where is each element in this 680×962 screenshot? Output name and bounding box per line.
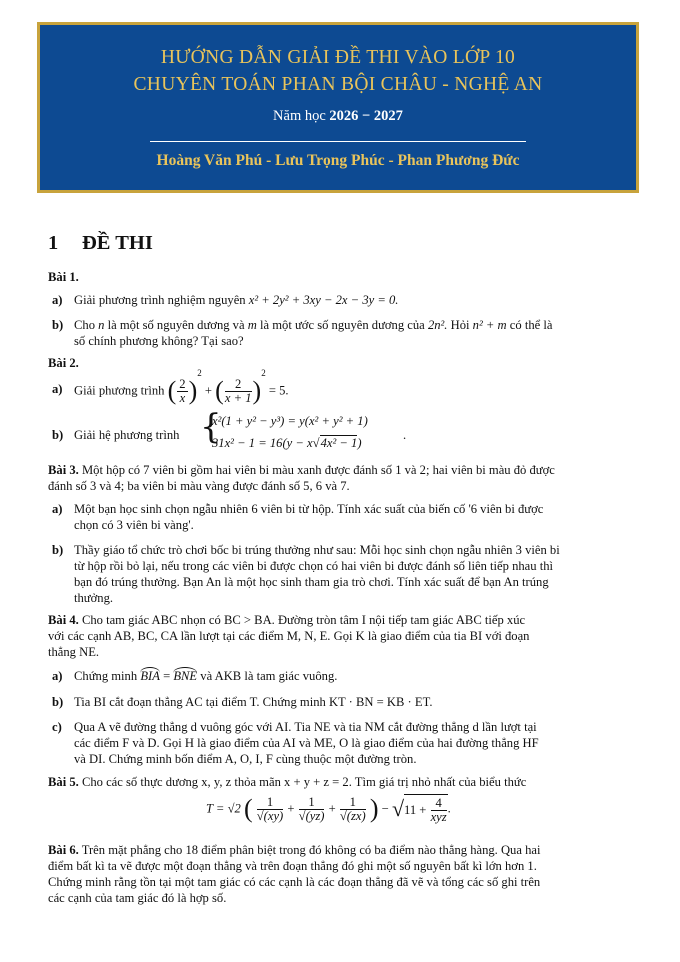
title-line-2: CHUYÊN TOÁN PHAN BỘI CHÂU - NGHỆ AN (133, 74, 543, 95)
system-brace: { (200, 407, 222, 447)
school-year (40, 108, 636, 125)
fraction (340, 796, 366, 823)
title-banner (37, 22, 639, 193)
banner-divider (150, 141, 526, 142)
system-equation-2: 31x² − 1 = 16(y − x√4x² − 1) (212, 436, 362, 450)
problem-6-line-2: điểm bất kì ta vẽ được một đoạn thẳng và trên đoạn thẳng đó ghi một số nguyên bất kì lớn hơn 1. (48, 859, 537, 873)
text-span: và AKB là tam giác vuông. (200, 669, 338, 683)
authors: Hoàng Văn Phú - Lưu Trọng Phúc - Phan Phương Đức (156, 152, 520, 169)
problem-2b-label: b) (52, 428, 64, 442)
expr-part: 11 + (404, 803, 427, 817)
problem-1a-text (74, 293, 398, 308)
problem-1b-line-2: số chính phương không? Tại sao? (74, 334, 244, 348)
denominator: √(zx) (339, 808, 366, 823)
problem-5-expression: T = √2 ( $\frac{1}{√(xy)}$ + $\frac{1}{√(yz)}$ + $\frac{1}{√(zx)}$ ) − √11 + $\frac{4}{\text{xyz}}$ . (206, 794, 451, 824)
problem-2a-equation: Giải phương trình ( $\frac{2}{x}$ )$^2$ + ( $\frac{2}{x + 1}$ )$^2$ = 5. (74, 368, 289, 406)
fraction (225, 378, 252, 405)
fraction (299, 796, 325, 823)
problem-2a-label: a) (52, 382, 63, 396)
numerator: 1 (299, 796, 325, 810)
problem-4c-line-2: các điểm F và D. Gọi H là giao điểm của AI và ME, O là giao điểm của hai đường thẳng HF (74, 736, 539, 750)
denominator: √(xy) (256, 808, 284, 823)
math-var: n (98, 318, 105, 332)
problem-1a-equation: x² + 2y² + 3xy − 2x − 3y = 0. (248, 293, 399, 307)
text-span: Hỏi (450, 318, 470, 332)
problem-6-title: Bài 6. (48, 843, 79, 857)
problem-3a-line-2: chọn có 3 viên bi vàng'. (74, 518, 194, 532)
problem-2b-prompt: Giải hệ phương trình (74, 428, 180, 442)
equation-part: y − x (286, 436, 313, 450)
numerator: 2 (225, 378, 252, 392)
angle-bne: BNE (173, 669, 198, 683)
text-span: Chứng minh (74, 669, 138, 683)
problem-6-line-1 (48, 843, 540, 858)
system-equation-1: x²(1 + y² − y³) = y(x² + y² + 1) (212, 414, 368, 428)
problem-4-line-2: với các cạnh AB, BC, CA lần lượt tại các điểm M, N, E. Gọi K là giao điểm của tia BI với đoạn (48, 629, 530, 643)
text-span: Cho (74, 318, 95, 332)
math-expr: n² + m (472, 318, 507, 332)
text-span: = (163, 669, 171, 683)
problem-5-title: Bài 5. (48, 775, 79, 789)
problem-4c-line-1: Qua A vẽ đường thẳng d vuông góc với AI. Tia NE và tia NM cắt đường thẳng d lần lượt tại (74, 720, 537, 734)
problem-3b-line-1: Thầy giáo tổ chức trò chơi bốc bi trúng thưởng như sau: Mỗi học sinh chọn ngẫu nhiên 3 viên bi (74, 543, 560, 557)
problem-4c-label: c) (52, 720, 62, 734)
problem-2-title: Bài 2. (48, 356, 79, 370)
problem-4a-label: a) (52, 669, 63, 683)
fraction (177, 378, 187, 405)
denominator: √(yz) (298, 808, 325, 823)
text-span: có thể là (509, 318, 553, 332)
problem-4-title: Bài 4. (48, 613, 79, 627)
problem-1-title: Bài 1. (48, 270, 79, 284)
text-span: là một ước số nguyên dương của (260, 318, 425, 332)
problem-3a-label: a) (52, 502, 63, 516)
problem-4b-text: Tia BI cắt đoạn thẳng AC tại điểm T. Chứng minh KT · BN = KB · ET. (74, 695, 433, 709)
math-var: m (247, 318, 257, 332)
problem-4-line-1 (48, 613, 525, 628)
expr-end: . (447, 801, 451, 816)
title-line-1: HƯỚNG DẪN GIẢI ĐỀ THI VÀO LỚP 10 (160, 47, 516, 68)
numerator: 1 (257, 796, 283, 810)
denominator: x (179, 390, 186, 405)
problem-4b-label: b) (52, 695, 64, 709)
problem-3-line-1 (48, 463, 555, 478)
problem-4a-text (74, 669, 337, 684)
problem-1a-prompt: Giải phương trình nghiệm nguyên (74, 293, 246, 307)
problem-6-line-4: các cạnh của tam giác đó là hợp số. (48, 891, 227, 905)
problem-5-text: Cho các số thực dương x, y, z thỏa mãn x + y + z = 2. Tìm giá trị nhỏ nhất của biểu thức (81, 775, 527, 789)
problem-3a-line-1: Một bạn học sinh chọn ngẫu nhiên 6 viên bi từ hộp. Tính xác suất của biến cố '6 viên bi được (74, 502, 544, 516)
fraction (431, 797, 447, 824)
denominator: x + 1 (224, 390, 252, 405)
problem-5-line-1 (48, 775, 526, 790)
problem-3-line-2: đánh số 3 và 4; ba viên bi màu vàng được đánh số 5, 6 và 7. (48, 479, 350, 493)
section-number: 1 (48, 232, 59, 254)
numerator: 2 (179, 376, 186, 391)
numerator: 1 (340, 796, 366, 810)
section-heading (48, 232, 153, 255)
problem-3b-line-3: bạn đó trúng thưởng. Bạn An là một học sinh tham gia trò chơi. Tính xác suất để bạn An trúng (74, 575, 549, 589)
problem-4-line-3: thẳng NE. (48, 645, 100, 659)
numerator: 4 (431, 797, 447, 811)
problem-3-title: Bài 3. (48, 463, 79, 477)
problem-6-text: Trên mặt phẳng cho 18 điểm phân biệt trong đó không có ba điểm nào thẳng hàng. Qua hai (81, 843, 541, 857)
school-year-label: Năm học (273, 108, 326, 124)
problem-3b-line-2: từ hộp rồi bỏ lại, nếu trong các viên bi được chọn có hai viên bi được đánh số liên tiếp nhau thì (74, 559, 554, 573)
problem-3-text: Một hộp có 7 viên bi gồm hai viên bi màu xanh được đánh số 1 và 2; hai viên bi màu đỏ được (81, 463, 555, 477)
denominator: xyz (430, 810, 447, 824)
fraction (257, 796, 283, 823)
angle-bia: BIA (140, 669, 160, 683)
problem-2a-prompt: Giải phương trình (74, 383, 165, 398)
problem-1b-label: b) (52, 318, 64, 332)
problem-3b-label: b) (52, 543, 64, 557)
equation-tail: = 5. (268, 383, 289, 398)
problem-1b-line-1 (74, 318, 552, 333)
expr-part: T = √2 (206, 801, 241, 816)
system-end: . (403, 428, 407, 442)
text-span: là một số nguyên dương và (107, 318, 245, 332)
school-year-value: 2026 − 2027 (329, 108, 403, 124)
problem-6-line-3: Chứng minh rằng tồn tại một tam giác có các cạnh là các đoạn thẳng đã vẽ và tổng các số ghi trên (48, 875, 541, 889)
problem-3b-line-4: thưởng. (74, 591, 114, 605)
problem-4-text: Cho tam giác ABC nhọn có BC > BA. Đường tròn tâm I nội tiếp tam giác ABC tiếp xúc (81, 613, 526, 627)
equation-part: 31x² − 1 = 16 (212, 436, 283, 450)
section-title: ĐỀ THI (82, 232, 153, 254)
problem-1a-label: a) (52, 293, 63, 307)
math-expr: 2n². (427, 318, 448, 332)
radicand: 4x² − 1 (320, 436, 358, 450)
problem-4c-line-3: và DI. Chứng minh bốn điểm A, O, I, F cùng thuộc một đường tròn. (74, 752, 417, 766)
